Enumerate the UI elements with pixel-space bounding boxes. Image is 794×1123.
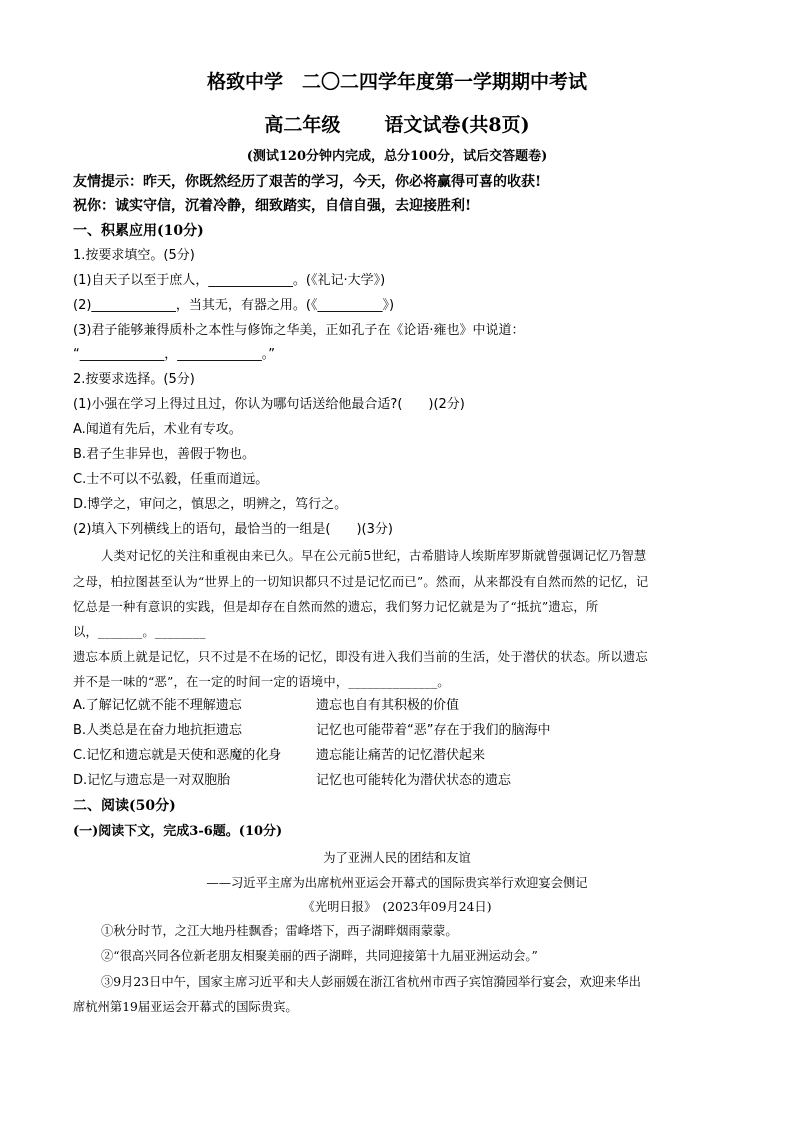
article-subtitle: ——习近平主席为出席杭州亚运会开幕式的国际贵宾举行欢迎宴会侧记	[206, 876, 588, 890]
exam-instructions: (测试120分钟内完成，总分100分，试后交答题卷)	[246, 149, 548, 164]
q2-sub2-option-b-left: B.人类总是在奋力地抗拒遗忘	[73, 723, 243, 738]
section2-part1: (一)阅读下文，完成3-6题。(10分)	[73, 824, 283, 839]
q2-stem: 2.按要求选择。(5分)	[73, 372, 195, 387]
q1-item-3-blanks: “_____________，_____________。”	[73, 347, 275, 362]
passage-line-1: 人类对记忆的关注和重视由来已久。早在公元前5世纪，古希腊诗人埃斯库罗斯就曾强调记忆乃智慧	[101, 549, 647, 563]
passage-line-4: 以，_______。________	[73, 625, 206, 639]
q2-sub2-option-c-right: 遗忘能让痛苦的记忆潜伏起来	[316, 748, 486, 763]
q2-sub2-option-c-left: C.记忆和遗忘就是天使和恶魔的化身	[73, 748, 282, 763]
q1-item-1: (1)自天子以至于庶人，_____________。(《礼记·大学》)	[73, 273, 386, 288]
q2-sub2-option-d-left: D.记忆与遗忘是一对双胞胎	[73, 773, 231, 788]
passage-line-2: 之母，柏拉图甚至认为“世界上的一切知识都只不过是记忆而已”。然而，从来都没有自然而然的记忆，记	[73, 575, 649, 589]
q1-item-2: (2)_____________，当其无，有器之用。(《__________》)	[73, 298, 395, 313]
article-source: 《光明日报》 (2023年09月24日)	[302, 900, 492, 914]
q1-stem: 1.按要求填空。(5分)	[73, 248, 195, 263]
wish-line: 祝你：诚实守信，沉着冷静，细致踏实，自信自强，去迎接胜利!	[73, 198, 472, 214]
passage-line-3: 忆总是一种有意识的实践，但是却存在自然而然的遗忘，我们努力记忆就是为了“抵抗”遗忘，所	[73, 600, 599, 614]
exam-subtitle	[0, 113, 794, 137]
q2-sub1-option-a: A.闻道有先后，术业有专攻。	[73, 422, 242, 437]
section2-title: 二、阅读(50分)	[73, 798, 176, 814]
q2-sub2-option-a-left: A.了解记忆就不能不理解遗忘	[73, 698, 242, 713]
q2-sub1-option-b: B.君子生非异也，善假于物也。	[73, 447, 256, 462]
article-paragraph-2: ②“很高兴同各位新老朋友相聚美丽的西子湖畔，共同迎接第十九届亚洲运动会。”	[101, 949, 538, 963]
q2-sub1: (1)小强在学习上得过且过，你认为哪句话送给他最合适?( )(2分)	[73, 397, 465, 412]
q2-sub1-option-d: D.博学之，审问之，慎思之，明辨之，笃行之。	[73, 497, 348, 512]
article-paragraph-1: ①秋分时节，之江大地丹桂飘香；雷峰塔下，西子湖畔烟雨蒙蒙。	[101, 924, 458, 938]
q1-item-3: (3)君子能够兼得质朴之本性与修饰之华美，正如孔子在《论语·雍也》中说道：	[73, 323, 525, 338]
grade-label: 高二年级	[264, 114, 341, 136]
passage-line-6: 并不是一味的“恶”，在一定的时间一定的语境中，______________。	[73, 675, 450, 689]
paper-label: 语文试卷(共8页)	[384, 114, 530, 136]
q2-sub2: (2)填入下列横线上的语句，最恰当的一组是( )(3分)	[73, 522, 393, 537]
q2-sub2-option-d-right: 记忆也可能转化为潜伏状态的遗忘	[316, 773, 512, 788]
article-paragraph-3-cont: 席杭州第19届亚运会开幕式的国际贵宾。	[73, 1000, 298, 1014]
q2-sub2-option-b-right: 记忆也可能带着“恶”存在于我们的脑海中	[316, 723, 551, 738]
q2-sub2-option-a-right: 遗忘也自有其积极的价值	[316, 698, 460, 713]
article-title: 为了亚洲人民的团结和友谊	[323, 851, 471, 865]
friendly-tip: 友情提示：昨天，你既然经历了艰苦的学习，今天，你必将赢得可喜的收获!	[73, 174, 542, 190]
section1-title: 一、积累应用(10分)	[73, 223, 204, 239]
passage-line-5: 遗忘本质上就是记忆，只不过是不在场的记忆，即没有进入我们当前的生活，处于潜伏的状态。所以遗忘	[73, 650, 648, 664]
article-paragraph-3: ③9月23日中午，国家主席习近平和夫人彭丽媛在浙江省杭州市西子宾馆漪园举行宴会，欢迎来华出	[101, 975, 641, 989]
q2-sub1-option-c: C.士不可以不弘毅，任重而道远。	[73, 472, 269, 487]
exam-title: 格致中学 二〇二四学年度第一学期期中考试	[206, 71, 587, 93]
